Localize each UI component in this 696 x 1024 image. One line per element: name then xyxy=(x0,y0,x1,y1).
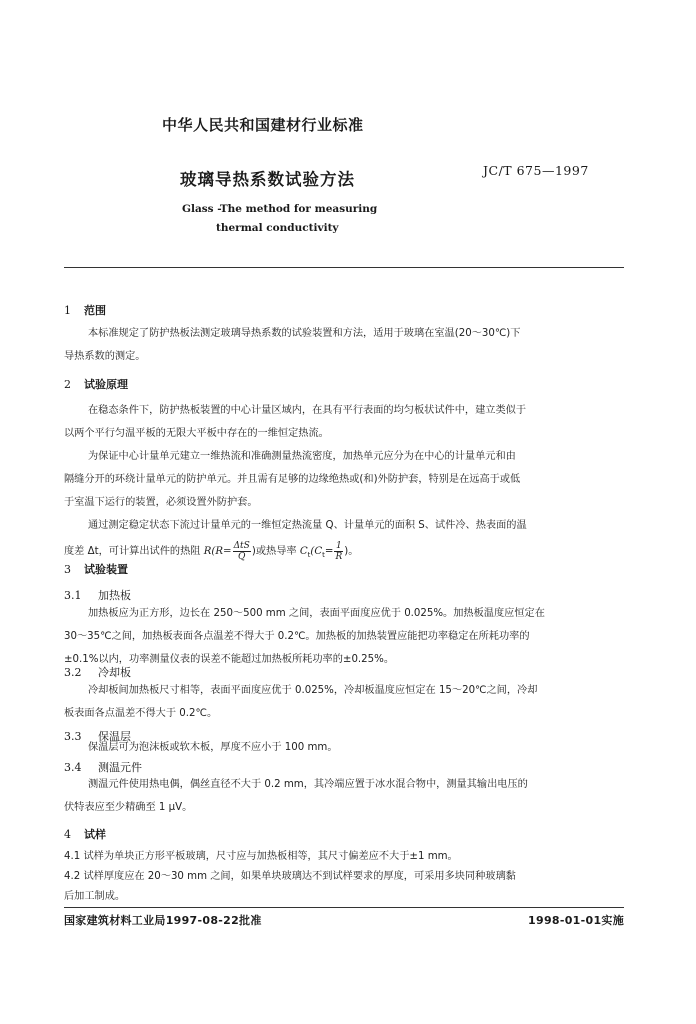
section-title: 试验原理 xyxy=(84,378,128,391)
paragraph-line: 后加工制成。 xyxy=(64,891,126,902)
section-1-body xyxy=(64,322,520,368)
section-title: 范围 xyxy=(84,304,106,317)
section-number: 4 xyxy=(64,828,71,841)
paragraph-line: 加热板应为正方形，边长在 250～500 mm 之间，表面平面度应优于 0.025%。加热板温度应恒定在 xyxy=(88,608,545,619)
approval-statement: 国家建筑材料工业局1997-08-22批准 xyxy=(64,914,262,927)
paragraph-line: 30～35℃之间，加热板表面各点温差不得大于 0.2℃。加热板的加热装置应能把功率稳定在所耗功率的 xyxy=(64,631,530,642)
paragraph-line: 测温元件使用热电偶，偶丝直径不大于 0.2 mm，其冷端应置于冰水混合物中，测量其输出电压的 xyxy=(88,779,528,790)
paragraph-line: 伏特表应至少精确至 1 μV。 xyxy=(64,802,193,813)
paragraph-line: 导热系数的测定。 xyxy=(64,351,146,362)
paragraph-line: 通过测定稳定状态下流过计量单元的一维恒定热流量 Q、计量单元的面积 S、试件冷、热表面的温 xyxy=(88,520,527,531)
formula-r: R(R= xyxy=(203,546,232,557)
fraction-denominator: R xyxy=(335,551,343,562)
thermal-resistance-formula-line xyxy=(64,540,527,567)
formula-c2-subscript: t xyxy=(322,551,325,560)
fraction-denominator: Q xyxy=(238,551,246,562)
industry-standard-label: 中华人民共和国建材行业标准 xyxy=(162,116,364,134)
subsection-number: 3.1 xyxy=(64,589,82,602)
formula-fraction-1 xyxy=(233,541,251,562)
paragraph-line: 隔缝分开的环绕计量单元的防护单元。并且需有足够的边缘绝热或(和)外防护套，特别是在远高于或低 xyxy=(64,474,521,485)
paragraph-line: 4.2 试样厚度应在 20～30 mm 之间，如果单块玻璃达不到试样要求的厚度，可采用多块同种玻璃黏 xyxy=(64,871,516,882)
section-3-heading xyxy=(64,561,128,577)
formula-equals: = xyxy=(324,546,334,557)
subsection-title: 加热板 xyxy=(98,589,131,602)
formula-suffix: )。 xyxy=(344,546,359,557)
formula-c-subscript: t xyxy=(307,551,311,560)
formula-prefix: 度差 Δt，可计算出试件的热阻 xyxy=(64,546,204,557)
paragraph-line: 冷却板间加热板尺寸相等，表面平面度应优于 0.025%，冷却板温度应恒定在 15～20℃之间，冷却 xyxy=(88,685,538,696)
standard-code: JC/T 675—1997 xyxy=(483,163,589,178)
section-number: 2 xyxy=(64,378,71,391)
fraction-numerator: 1 xyxy=(335,540,342,551)
subsection-3-1-body xyxy=(64,602,545,671)
section-1-heading xyxy=(64,302,106,318)
section-title: 试验装置 xyxy=(84,563,128,576)
subsection-title: 冷却板 xyxy=(98,666,131,679)
formula-fraction-2 xyxy=(334,541,343,562)
subsection-number: 3.4 xyxy=(64,761,82,774)
paragraph-line: ±0.1%以内，功率测量仪表的误差不能超过加热板所耗功率的±0.25%。 xyxy=(64,654,395,665)
document-title-en-line1: Glass -The method for measuring xyxy=(182,203,378,215)
subsection-3-2-body xyxy=(64,679,537,725)
formula-mid: )或热导率 xyxy=(251,546,300,557)
section-number: 3 xyxy=(64,563,71,576)
subsection-number: 3.3 xyxy=(64,730,82,743)
section-4-body xyxy=(64,847,516,907)
paragraph-line: 在稳态条件下，防护热板装置的中心计量区域内，在具有平行表面的均匀板状试件中，建立类似于 xyxy=(88,405,527,416)
subsection-3-2-heading xyxy=(64,664,131,680)
paragraph-line: 以两个平行匀温平板的无限大平板中存在的一维恒定热流。 xyxy=(64,428,329,439)
section-2-heading xyxy=(64,376,128,392)
implementation-date: 1998-01-01实施 xyxy=(528,914,624,927)
paragraph-line: 为保证中心计量单元建立一维热流和准确测量热流密度，加热单元应分为在中心的计量单元和由 xyxy=(88,451,516,462)
subsection-title: 保温层 xyxy=(98,730,131,743)
subsection-number: 3.2 xyxy=(64,666,82,679)
paragraph-line: 本标准规定了防护热板法测定玻璃导热系数的试验装置和方法，适用于玻璃在室温(20～30℃)下 xyxy=(88,328,521,339)
footer-divider xyxy=(64,907,624,908)
subsection-3-4-body xyxy=(64,773,528,819)
paragraph-line: 保温层可为泡沫板或软木板，厚度不应小于 100 mm。 xyxy=(88,742,338,753)
subsection-title: 测温元件 xyxy=(98,761,142,774)
section-2-body xyxy=(64,399,527,567)
formula-c: C xyxy=(299,546,308,557)
paragraph-line: 板表面各点温差不得大于 0.2℃。 xyxy=(64,708,218,719)
subsection-3-1-heading xyxy=(64,587,131,603)
paragraph-line: 于室温下运行的装置，必须设置外防护套。 xyxy=(64,497,258,508)
formula-c2: (C xyxy=(310,546,323,557)
section-number: 1 xyxy=(64,304,71,317)
paragraph-line: 4.1 试样为单块正方形平板玻璃，尺寸应与加热板相等，其尺寸偏差应不大于±1 mm。 xyxy=(64,851,458,862)
document-title-cn: 玻璃导热系数试验方法 xyxy=(180,170,355,189)
header-divider xyxy=(64,267,624,268)
section-4-heading xyxy=(64,826,106,842)
fraction-numerator: ΔtS xyxy=(233,540,250,551)
section-title: 试样 xyxy=(84,828,106,841)
subsection-3-3-body xyxy=(64,736,338,759)
document-title-en-line2: thermal conductivity xyxy=(216,222,339,234)
